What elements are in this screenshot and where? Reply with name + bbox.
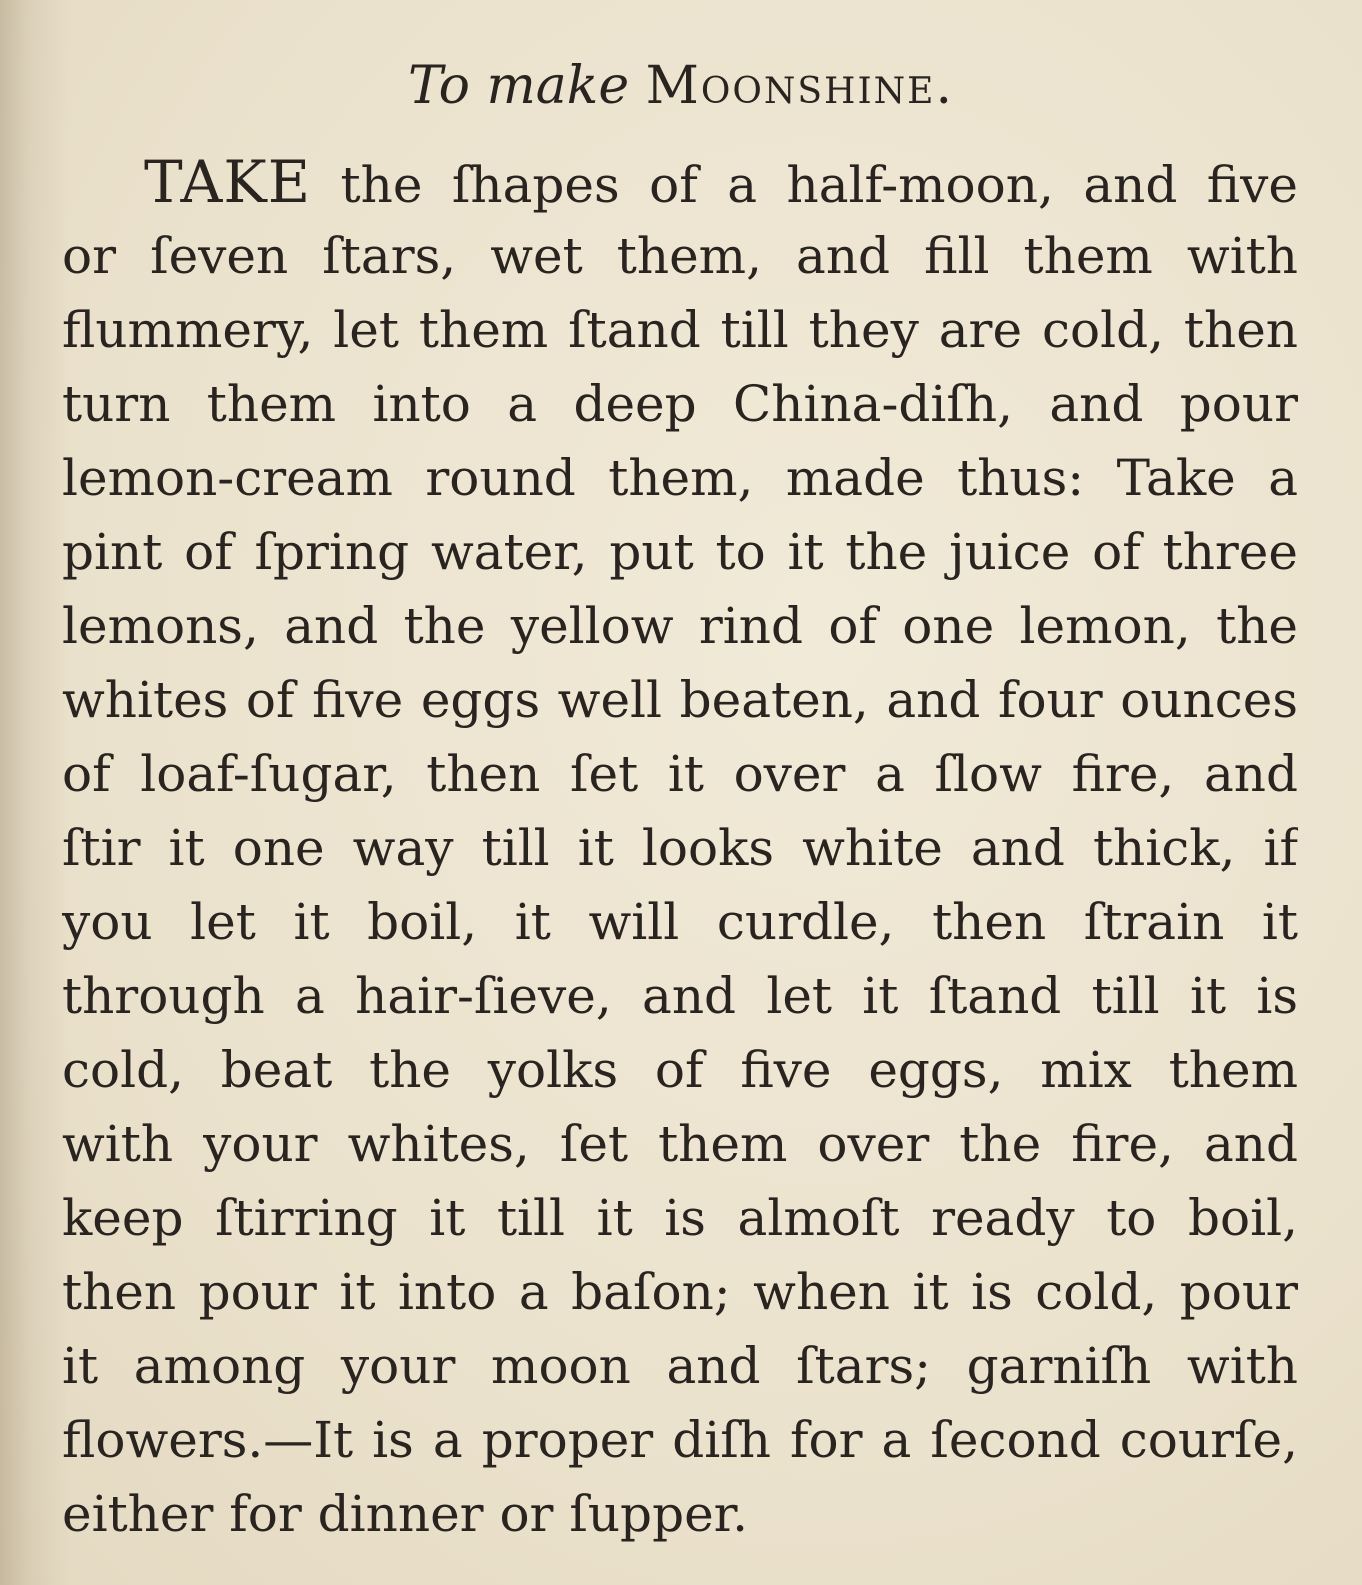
text-line: it among your moon and ſtars; garniſh with (62, 1337, 1298, 1395)
text-line: turn them into a deep China-diſh, and pour (62, 375, 1298, 433)
text-line: or ſeven ſtars, wet them, and fill them with (62, 227, 1298, 285)
title-prefix: To make (408, 56, 630, 116)
text-line: either for dinner or ſupper. (62, 1485, 748, 1543)
text-line: flowers.—It is a proper diſh for a ſecond courſe, (62, 1411, 1298, 1469)
text-line: pint of ſpring water, put to it the juice of three (62, 523, 1298, 581)
recipe-title (0, 58, 1362, 115)
text-line: with your whites, ſet them over the fire, and (62, 1115, 1298, 1173)
text-line: of loaf-ſugar, then ſet it over a ſlow fire, and (62, 745, 1298, 803)
text-line: then pour it into a baſon; when it is cold, pour (62, 1263, 1298, 1321)
text-line: whites of five eggs well beaten, and four ounces (62, 671, 1298, 729)
text-line: flummery, let them ſtand till they are cold, then (62, 301, 1298, 359)
text-line: lemon-cream round them, made thus: Take a (62, 449, 1298, 507)
lead-word: TAKE (144, 148, 312, 216)
text-line: TAKE the ſhapes of a half-moon, and five (144, 148, 1298, 216)
text-line: through a hair-ſieve, and let it ſtand till it is (62, 967, 1298, 1025)
text-line: ſtir it one way till it looks white and thick, if (62, 819, 1298, 877)
text-line: cold, beat the yolks of five eggs, mix them (62, 1041, 1298, 1099)
title-subject: Moonshine. (645, 56, 954, 116)
text-line: you let it boil, it will curdle, then ſtrain it (62, 893, 1298, 951)
recipe-body (62, 145, 1298, 1551)
text-line: keep ſtirring it till it is almoſt ready to boil, (62, 1189, 1298, 1247)
text-line: lemons, and the yellow rind of one lemon, the (62, 597, 1298, 655)
